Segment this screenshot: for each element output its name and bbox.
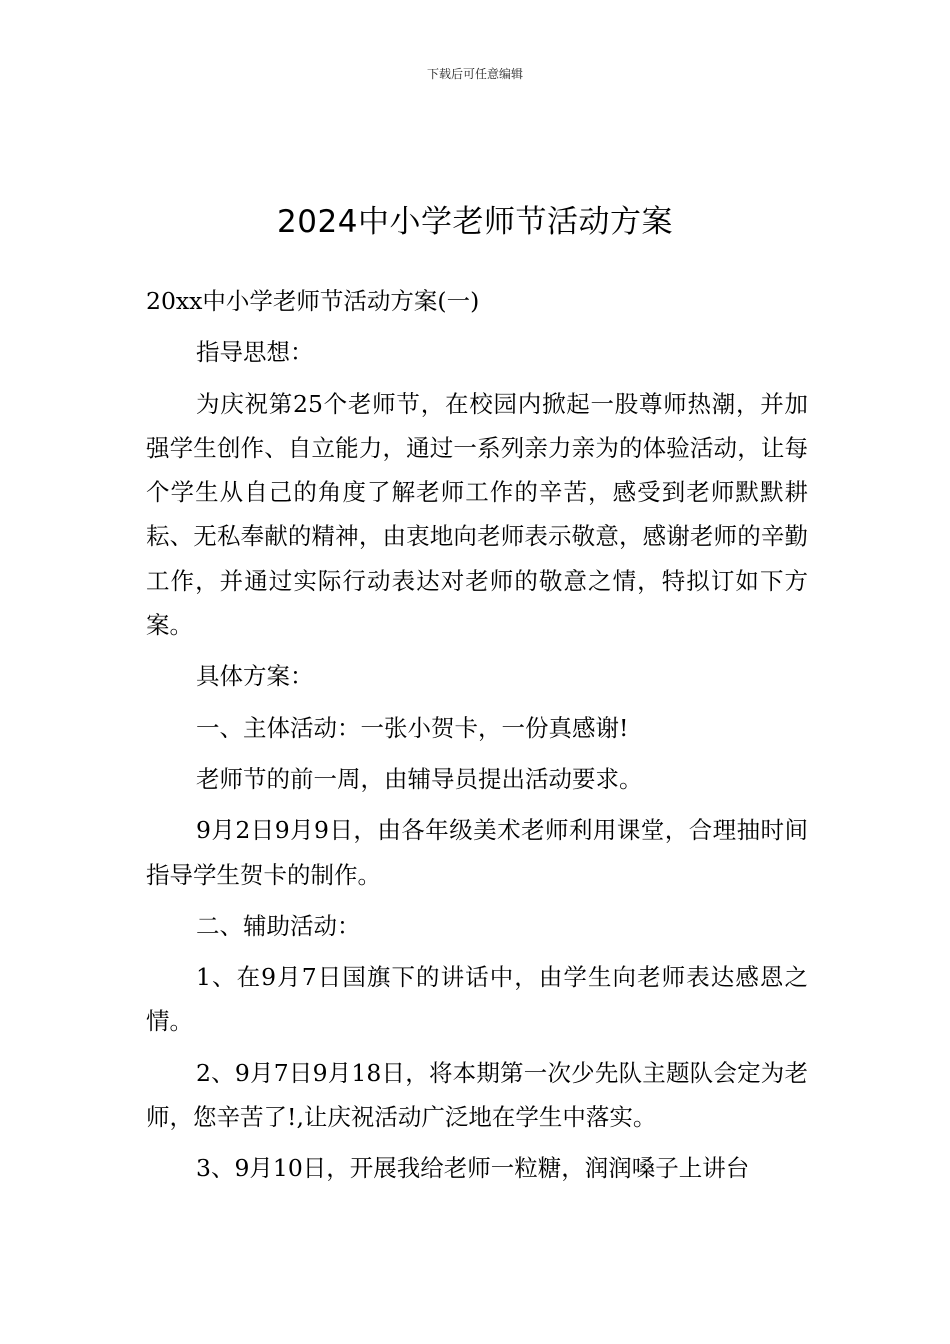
paragraph: 老师节的前一周，由辅导员提出活动要求。 xyxy=(196,764,643,793)
paragraph: 2、9月7日9月18日，将本期第一次少先队主题队会定为老师，您辛苦了!,让庆祝活动广泛地在学生中落实。 xyxy=(146,1058,808,1132)
paragraph: 9月2日9月9日，由各年级美术老师利用课堂，合理抽时间指导学生贺卡的制作。 xyxy=(146,816,808,889)
paragraph: 3、9月10日，开展我给老师一粒糖，润润嗓子上讲台 xyxy=(196,1154,750,1183)
paragraph: 为庆祝第25个老师节，在校园内掀起一股尊师热潮，并加强学生创作、自立能力，通过一系列亲力亲为的体验活动，让每个学生从自己的角度了解老师工作的辛苦，感受到老师默默耕耘、无私奉献的精神，由衷地向老师表示敬意，感谢老师的辛勤工作，并通过实际行动表达对老师的敬意之情，特拟订如下方案。 xyxy=(146,389,808,640)
paragraph: 一、主体活动：一张小贺卡，一份真感谢! xyxy=(196,713,629,742)
paragraph: 指导思想： xyxy=(196,338,314,367)
paragraph: 二、辅助活动： xyxy=(196,911,361,940)
document-body xyxy=(146,279,808,1191)
paragraph: 具体方案： xyxy=(196,662,314,691)
section-heading: 20xx中小学老师节活动方案(一) xyxy=(146,287,480,315)
page-header-note: 下载后可任意编辑 xyxy=(426,67,523,81)
paragraph: 1、在9月7日国旗下的讲话中，由学生向老师表达感恩之情。 xyxy=(146,963,808,1036)
document-title: 2024中小学老师节活动方案 xyxy=(277,203,673,240)
